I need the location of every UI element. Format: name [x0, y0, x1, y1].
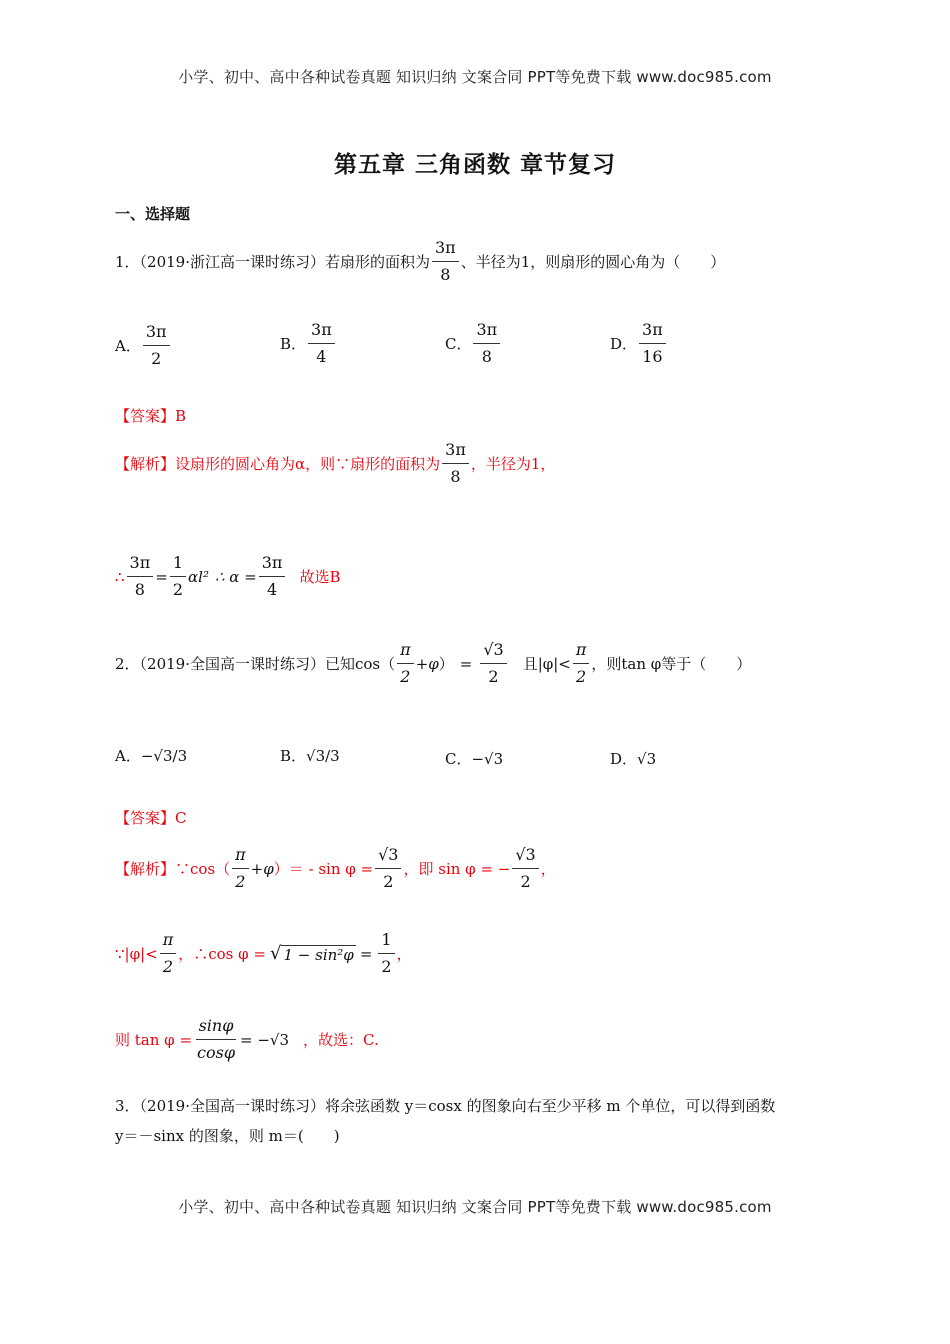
question-1 [115, 238, 725, 285]
section-heading: 一、选择题 [115, 205, 191, 223]
q1-option-d[interactable]: D． $\frac{3\pi}{16}$ [610, 320, 668, 367]
q2-option-b[interactable]: B．√3/3 [280, 747, 340, 765]
page-header: 小学、初中、高中各种试卷真题 知识归纳 文案合同 PPT等免费下载 www.doc985.com [178, 68, 772, 86]
q1-derivation: ∴ $\frac{3\pi}{8}$ = $\frac{1}{2}$ αl² ∴ α = $\frac{3\pi}{4}$ 故选B [115, 553, 341, 599]
q2-option-a[interactable]: A．−√3/3 [115, 747, 188, 765]
q1-prefix: 1．（2019·浙江高一课时练习）若扇形的面积为 [115, 252, 430, 271]
q1-suffix: 、半径为1，则扇形的圆心角为（ ） [460, 252, 726, 271]
page-footer: 小学、初中、高中各种试卷真题 知识归纳 文案合同 PPT等免费下载 www.doc985.com [178, 1198, 772, 1216]
q1-analysis: 【解析】设扇形的圆心角为α，则∵扇形的面积为 $\frac{3\pi}{8}$ ，半径为1， [115, 440, 556, 486]
q1-option-c[interactable]: C． $\frac{3\pi}{8}$ [445, 320, 502, 367]
q2-analysis-line-1: 【解析】∵cos（ $\frac{\pi}{2}$ +φ ）＝ - sin φ = $\frac{√3}{2}$ ，即 sin φ = − $\frac{√3}{2}$ ， [115, 845, 556, 891]
question-3-line-2: y＝－sinx 的图象，则 m＝( ) [115, 1127, 340, 1145]
q2-option-c[interactable]: C．−√3 [445, 750, 504, 768]
q2-analysis-line-3: 则 tan φ = $\frac{\sin\varphi}{\cos\varphi}$ = −√3 ，故选：C. [115, 1016, 379, 1062]
q1-fraction: $\frac{3\pi}{8}$ [432, 238, 459, 285]
q2-sqrt-expression: √ 1 − sin²φ [270, 942, 354, 964]
question-2: 2．（2019·全国高一课时练习）已知cos（ $\frac{\pi}{2}$ +φ ） = $\frac{√3}{2}$ 且|φ|< $\frac{\pi}{2}$ ，则tan φ等于（ ） [115, 640, 752, 686]
q1-option-b[interactable]: B． $\frac{3\pi}{4}$ [280, 320, 337, 367]
question-3-line-1: 3．（2019·全国高一课时练习）将余弦函数 y＝cosx 的图象向右至少平移 m 个单位，可以得到函数 [115, 1097, 776, 1115]
q2-option-d[interactable]: D．√3 [610, 750, 657, 768]
q2-analysis-line-2: ∵|φ|< $\frac{\pi}{2}$ ，∴cos φ = √ 1 − sin²φ = $\frac{1}{2}$ ， [115, 930, 412, 976]
page-title: 第五章 三角函数 章节复习 [333, 152, 616, 178]
q1-option-a[interactable]: A． $\frac{3\pi}{2}$ [115, 322, 172, 369]
q2-answer: 【答案】C [115, 809, 187, 827]
q1-answer: 【答案】B [115, 407, 187, 425]
